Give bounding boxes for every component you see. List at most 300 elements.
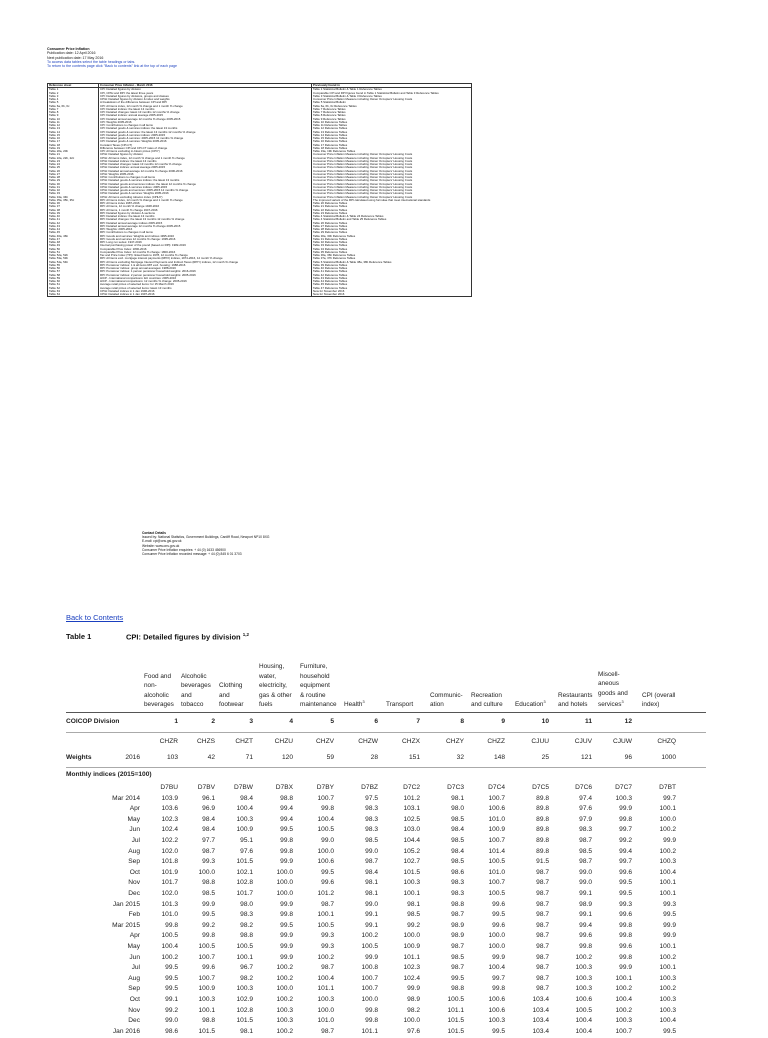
index-value: 98.8 <box>451 900 464 908</box>
index-value: 99.9 <box>280 953 293 961</box>
col-reference-sheet: Reference sheet <box>48 84 99 88</box>
reference-sheet-cell: Table 15 <box>48 134 99 137</box>
previously-found-cell: Table 8 Reference Tables <box>312 114 472 117</box>
index-value: 98.4 <box>202 826 215 834</box>
reference-sheet-cell: Table 7 <box>48 108 99 111</box>
table-link-text[interactable]: RPI: Weights: 2005-2016 <box>100 227 133 231</box>
column-header-footnote: 3 <box>543 700 546 705</box>
index-value: 103.0 <box>403 826 420 834</box>
reference-sheet-cell: Table 29 <box>48 179 99 182</box>
previously-found-cell: Table 15 Reference Tables <box>312 137 472 140</box>
table-link-text[interactable]: RPI: Pensioner indices: 1 & all items RPI excl. housing: 1988-2016 <box>100 262 186 267</box>
table-link-text[interactable]: CPIH: Detailed indices in 1 Jan 1996-2016 <box>100 288 155 293</box>
index-value: 98.4 <box>202 815 215 823</box>
series-code: CHZS <box>197 738 215 745</box>
table-link-text[interactable]: CPI: Detailed annual average 12 months % change 2005-2015 <box>100 116 181 121</box>
period-label: Jun <box>129 953 140 961</box>
period-label: May <box>127 815 140 823</box>
table-link-text[interactable]: CPIH: Detailed figures by division & index and weights <box>100 97 170 101</box>
index-value: 99.5 <box>165 964 178 972</box>
index-value: 99.6 <box>492 921 505 929</box>
table-link-text[interactable]: RPI: All items index 1987-2016 <box>100 201 140 205</box>
index-value: 99.8 <box>280 911 293 919</box>
table-link-text[interactable]: RPI: Contributions to changes in all items <box>100 230 153 235</box>
previously-found-cell: Table 34 Reference Tables <box>312 248 472 251</box>
table-link-text[interactable]: RPI: All items excluding Mortgage Interest Payments and Indirect Taxes (RPIY) indices, 12 month % change <box>100 259 239 264</box>
index-value: 97.6 <box>579 805 592 813</box>
index-value: 98.7 <box>451 911 464 919</box>
column-header-footnote: 3 <box>362 700 365 705</box>
table-title <box>126 632 249 642</box>
index-value: 98.1 <box>240 1027 253 1035</box>
table-link-text[interactable]: RPI: Goods and services 12 months % change: 1995-2016 <box>100 236 176 241</box>
index-value: 99.5 <box>280 921 293 929</box>
reference-sheet-cell: Table 3 <box>48 95 99 98</box>
table-row <box>66 1028 706 1038</box>
index-value: 98.4 <box>451 847 464 855</box>
index-value: 99.8 <box>365 1006 378 1014</box>
index-value: 98.1 <box>407 900 420 908</box>
previously-found-cell: Consumer Price Inflation Measure including Owner Occupiers' Housing Costs <box>312 163 472 166</box>
previously-found-cell: Table 6 Statistical Bulletin & Table 38a, 38b Reference Tables <box>312 261 472 264</box>
table-link-text[interactable]: RPI: Goods and services: Weights and indices 1995-2016 <box>100 233 175 238</box>
return-note: To return to the contents page click "Back to contents" link at the top of each page <box>47 64 178 69</box>
previously-found-cell: Consumer Price Inflation Measure including Owner Occupiers' Housing Costs <box>312 176 472 179</box>
index-value: 100.5 <box>447 996 464 1003</box>
contact-heading: Contact Details <box>142 531 166 535</box>
reference-sheet-cell: Table 9 <box>48 114 99 117</box>
index-value: 100.4 <box>236 805 253 813</box>
period-label: Oct <box>129 868 140 876</box>
reference-sheet-cell: Table 10 <box>48 118 99 121</box>
contents-table <box>47 83 472 297</box>
weights-year: 2016 <box>125 754 140 761</box>
reference-sheet-cell: Table 42 <box>48 222 99 225</box>
index-value: 98.3 <box>240 911 253 919</box>
index-value: 99.3 <box>663 900 676 908</box>
table-link-text[interactable]: CPI: Weights 2005-2016 <box>100 119 132 124</box>
index-value: 99.9 <box>663 921 676 929</box>
division-number: 4 <box>289 718 293 725</box>
index-value: 101.5 <box>403 868 420 876</box>
index-value: 103.6 <box>161 805 178 813</box>
index-value: 99.3 <box>321 932 334 940</box>
table-row <box>66 922 706 932</box>
monthly-indices-label: Monthly indices (2015=100) <box>66 771 152 778</box>
index-value: 99.6 <box>579 932 592 940</box>
table-link-text[interactable]: Difference between CPI and CPI-CT rates of change <box>100 145 168 150</box>
table-link-text[interactable]: CPI: Detailed figures by division <box>100 87 141 92</box>
previously-found-cell: Table 14 Reference Tables <box>312 134 472 137</box>
period-label: Sep <box>128 858 140 866</box>
index-value: 99.8 <box>165 921 178 929</box>
index-value: 100.5 <box>317 921 334 929</box>
reference-sheet-cell: Table 54a, 54b <box>48 261 99 264</box>
index-value: 100.1 <box>198 1006 215 1014</box>
index-value: 100.4 <box>317 815 334 823</box>
table-link-text[interactable]: CPIH: Detailed changes: latest 13 months 12 months % change <box>100 162 182 166</box>
index-value: 99.4 <box>280 815 293 823</box>
table-link-text[interactable]: CPIH: Detailed indices: the latest 13 months <box>100 158 157 163</box>
table-link-text[interactable]: HICP - International comparisons: 12 months % change: 2005-2016 <box>100 279 187 283</box>
series-id-row <box>66 784 706 794</box>
table-link-text[interactable]: CPIH: Detailed annual average 12 months % change 2006-2016 <box>100 168 183 173</box>
index-value: 99.1 <box>165 996 178 1003</box>
previously-found-cell: Table 40 Reference Tables <box>312 267 472 270</box>
reference-sheet-cell: Table 13 <box>48 127 99 130</box>
weight-value: 103 <box>166 754 178 761</box>
index-value: 100.0 <box>276 879 293 887</box>
table-link-text[interactable]: RPI: Detailed figures by division & sections <box>100 210 155 215</box>
index-value: 101.5 <box>198 1027 215 1035</box>
weights-row <box>66 754 706 764</box>
reference-sheet-cell: Table 49 <box>48 244 99 247</box>
previously-found-cell: Consumer Price Inflation Measure including Owner Occupiers' Housing Costs <box>312 166 472 169</box>
index-value: 99.8 <box>280 837 293 844</box>
table-link-text[interactable]: CPIH: Detailed goods and services: 2005-2015 12 months % change <box>100 188 189 192</box>
index-value: 99.7 <box>492 974 505 982</box>
table-row <box>66 932 706 942</box>
index-value: 100.3 <box>615 1017 632 1025</box>
back-to-contents-link[interactable]: Back to Contents <box>66 613 124 622</box>
index-value: 98.3 <box>365 815 378 823</box>
index-value: 99.8 <box>492 985 505 993</box>
table-link-text[interactable]: Internal purchasing power of the pound (based on RPI): 1982-2016 <box>100 243 186 248</box>
previously-found-cell: Consumer Price Inflation Measure including Owner Occupiers' Housing Costs <box>312 173 472 176</box>
series-id: D7C4 <box>488 784 505 791</box>
table-link-text[interactable]: Average retail prices of selected items: for 15 March 2016 <box>100 282 174 287</box>
reference-sheet-cell: Table 39 <box>48 212 99 215</box>
index-value: 100.9 <box>198 985 215 993</box>
series-id: D7C3 <box>447 784 464 791</box>
index-value: 98.0 <box>451 805 464 813</box>
index-value: 100.0 <box>403 932 420 940</box>
index-value: 89.8 <box>536 826 549 834</box>
table-link-text[interactable]: RPI: Pensioner indices: 2 person pensioner household weights: 2005-2016 <box>100 272 196 277</box>
previously-found-cell: Table 23 Reference Tables <box>312 212 472 215</box>
previously-found-cell: Table 3 Statistical Bulletin & Table 3 Reference Tables <box>312 95 472 98</box>
table-link-text[interactable]: CPI: Detailed goods & services indices: the latest 13 months <box>100 126 178 131</box>
previously-found-cell: Table 10 Reference Tables <box>312 121 472 124</box>
index-value: 99.5 <box>619 879 632 887</box>
index-value: 101.7 <box>236 890 253 897</box>
period-label: Oct <box>129 996 140 1003</box>
index-value: 99.6 <box>321 879 334 887</box>
index-value: 99.8 <box>619 921 632 929</box>
index-value: 98.2 <box>240 921 253 929</box>
column-header-text: Miscell-aneous goods and services <box>598 670 628 709</box>
contact-line: E-mail: cpi@ons.gsi.gov.uk <box>142 539 182 544</box>
index-value: 98.2 <box>240 974 253 982</box>
next-publication-date: Next publication date: 17 May 2016 <box>47 55 104 60</box>
index-value: 100.7 <box>198 974 215 982</box>
table-link-text[interactable]: RPI: All items excl. mortgage interest payments (RPIX) indices, 1974-2016, 12 month % change <box>100 256 223 261</box>
index-value: 99.8 <box>579 943 592 950</box>
index-value: 99.9 <box>619 805 632 813</box>
index-value: 99.0 <box>365 847 378 855</box>
previously-found-cell: Table 11 Reference Tables <box>312 124 472 127</box>
index-value: 96.7 <box>240 964 253 972</box>
period-label: Apr <box>129 932 140 940</box>
index-value: 98.8 <box>240 932 253 940</box>
reference-sheet-cell: Table 4 <box>48 98 99 101</box>
table-link-text[interactable]: CPI: Detailed indices: annual average 2005-2015 <box>100 113 163 118</box>
index-value: 100.2 <box>615 985 632 993</box>
table-title-text: CPI: Detailed figures by division <box>126 632 241 642</box>
previously-found-cell: Table 32 Reference Tables <box>312 241 472 244</box>
index-value: 100.7 <box>615 1027 632 1035</box>
period-label: Feb <box>128 911 140 919</box>
reference-sheet-cell: Table 35a, 35b, 35c <box>48 199 99 202</box>
column-header <box>344 698 378 710</box>
table-link-text[interactable]: CPI: Detailed figures by divisions, groups and classes <box>100 93 169 98</box>
previously-found-cell: Table 47 Reference Tables <box>312 287 472 290</box>
index-value: 99.0 <box>579 879 592 887</box>
index-value: 101.5 <box>236 1017 253 1025</box>
previously-found-cell: Consumer Price Inflation Measure including Owner Occupiers' Housing Costs <box>312 179 472 182</box>
weight-value: 42 <box>207 754 215 761</box>
reference-sheet-cell: Table 6a, 6b, 6c <box>48 105 99 108</box>
table-link-text[interactable]: CPIH: Weights 2005-2016 <box>100 171 134 176</box>
reference-sheet-cell: Table 40 <box>48 215 99 218</box>
index-value: 102.5 <box>403 815 420 823</box>
index-value: 98.7 <box>321 1027 334 1035</box>
index-value: 98.3 <box>365 826 378 834</box>
table-link-text[interactable]: CPI: Detailed goods & services indices: 2005-2015 <box>100 132 166 137</box>
contents-row[interactable] <box>48 293 472 297</box>
table-link-text[interactable]: CPI: Detailed goods & services: 2005-2015 12 months % change <box>100 136 184 140</box>
period-label: Jan 2016 <box>112 1027 140 1035</box>
index-value: 100.4 <box>659 868 676 876</box>
column-headers <box>66 650 706 710</box>
weight-value: 1000 <box>661 754 676 761</box>
table-row <box>66 837 706 847</box>
table-row <box>66 975 706 985</box>
contact-details <box>142 531 269 556</box>
index-value: 102.4 <box>403 974 420 982</box>
table-link-text[interactable]: HICP - International comparisons: EU countries: 2005-2016 <box>100 275 177 280</box>
index-value: 101.4 <box>488 847 505 855</box>
table-link-text[interactable]: CPIH: Detailed figures by division <box>100 152 143 157</box>
reference-sheet-cell: Table 12 <box>48 124 99 127</box>
index-value: 98.1 <box>451 794 464 802</box>
series-code: CJUU <box>531 738 549 745</box>
reference-sheet-cell: Table 56 <box>48 267 99 270</box>
division-number: 11 <box>585 718 592 725</box>
division-number: 12 <box>624 718 632 725</box>
table-link-text[interactable]: RPI: Detailed annual average 12 months % change 2005-2015 <box>100 223 181 228</box>
index-value: 100.3 <box>615 794 632 802</box>
index-value: 97.5 <box>365 794 378 802</box>
table-link-text[interactable]: CPIH: Detailed goods & services indices: 2005-2015 <box>100 184 168 189</box>
reference-sheet-cell: Table 5 <box>48 101 99 104</box>
previously-found-cell: Table 7 Reference Tables <box>312 111 472 114</box>
index-value: 99.3 <box>321 943 334 950</box>
index-value: 100.3 <box>659 974 676 982</box>
table-link-text[interactable]: CPI, CPIH and RPI: the latest three years <box>100 90 154 95</box>
index-value: 103.4 <box>532 996 549 1003</box>
table-link-text[interactable]: Average retail prices of selected items: latest 13 months <box>100 285 172 290</box>
previously-found-cell: Table 39 Reference Tables <box>312 264 472 267</box>
index-value: 99.7 <box>663 794 676 802</box>
table-link-text[interactable]: CPI: Detailed changes: latest 13 months 12 months % change <box>100 110 180 114</box>
period-label: Jan 2015 <box>112 900 140 908</box>
table-link-text[interactable]: CPIH: All items index, 12 month % change and 1 month % change <box>100 155 185 160</box>
table-row <box>66 890 706 900</box>
index-value: 98.9 <box>579 900 592 908</box>
column-header-text: Furniture, household equipment & routine maintenance <box>300 663 337 709</box>
index-value: 99.5 <box>663 911 676 919</box>
table-link-text[interactable]: CPI: Contributions to changes in all items <box>100 123 153 127</box>
index-value: 99.9 <box>202 900 215 908</box>
table-link-text[interactable]: Constant Taxes (CPI-CT) <box>100 142 133 147</box>
col-table-title: Consumer Price Inflation - March 2016 <box>99 84 312 88</box>
table-link-text[interactable]: CPIH: All items excluding tobacco index (CPIHY) <box>100 194 163 199</box>
index-value: 99.2 <box>407 921 420 929</box>
index-value: 99.6 <box>492 900 505 908</box>
previously-found-cell: Table 26 Reference Tables <box>312 222 472 225</box>
index-value: 100.2 <box>361 932 378 940</box>
column-header-text: Recreation and culture <box>471 691 503 709</box>
table-link[interactable] <box>99 293 312 297</box>
table-link-text[interactable]: RPI: All items index, 12 month % change and 1 month % change <box>100 197 183 202</box>
table-link-text[interactable]: Comparable Price Index: 12 months % change: 1800-2016 <box>100 249 176 254</box>
table-link-text[interactable]: CPI: Detailed goods & services: the latest 13 months 12 months % change <box>100 129 196 134</box>
table-link-text[interactable]: RPI: Detailed changes: the latest 13 months 12 months % change <box>100 217 185 222</box>
reference-sheet-cell: Table 55 <box>48 264 99 267</box>
index-value: 100.2 <box>659 847 676 855</box>
reference-sheet-cell: Table 19 <box>48 147 99 150</box>
index-value: 95.1 <box>240 837 253 844</box>
table-link-text[interactable]: CPIH: Detailed indices: annual average 2005-2015 <box>100 165 166 170</box>
index-value: 98.8 <box>202 879 215 887</box>
weight-value: 96 <box>624 754 632 761</box>
table-label: Table 1 <box>66 632 92 641</box>
previously-found-cell: Table 36a, 36b Reference Tables <box>312 254 472 257</box>
table-row <box>66 795 706 805</box>
table-row <box>66 848 706 858</box>
table-link-text[interactable]: CPI: Detailed goods & services: Weights 2005-2016 <box>100 139 167 144</box>
index-value: 99.1 <box>579 911 592 919</box>
table-row <box>66 964 706 974</box>
previously-found-cell: Consumer Price Inflation Measure including Owner Occupiers' Housing Costs <box>312 157 472 160</box>
previously-found-cell: Table 19a, 19b Reference Tables <box>312 150 472 153</box>
index-value: 98.8 <box>280 794 293 802</box>
index-value: 98.7 <box>536 868 549 876</box>
table-link-text[interactable]: RPI: Pensioner indices: 1 person pensioner household weights: 2016-2016 <box>100 269 196 274</box>
column-header-text: Education <box>515 701 544 709</box>
index-value: 100.3 <box>198 996 215 1003</box>
index-value: 100.0 <box>276 868 293 876</box>
series-code: CHZT <box>235 738 253 745</box>
division-number: 2 <box>211 718 215 725</box>
reference-sheet-cell: Table 52a, 52b <box>48 254 99 257</box>
index-value: 98.6 <box>165 1027 178 1035</box>
table-row <box>66 954 706 964</box>
column-header-text: CPI (overall index) <box>642 691 676 709</box>
previously-found-cell: Consumer Price Inflation Measure including Owner Occupiers' Housing Costs <box>312 183 472 186</box>
index-value: 98.7 <box>536 985 549 993</box>
index-value: 100.4 <box>575 1017 592 1025</box>
index-value: 100.3 <box>403 879 420 887</box>
index-value: 100.2 <box>276 974 293 982</box>
table-link-text[interactable]: CPIH: Detailed goods & services: Weights 2005-2016 <box>100 191 169 196</box>
series-id: D7BU <box>160 784 178 791</box>
index-value: 101.2 <box>403 794 420 802</box>
index-value: 98.7 <box>536 953 549 961</box>
index-value: 100.6 <box>575 996 592 1003</box>
table-link-text[interactable]: Tax and Price Index (TPI): linked back to 1978, 12 months % change <box>100 253 188 257</box>
table-link-text[interactable]: CPI: All items index, 12 month % change and 1 month % change <box>100 103 183 108</box>
table-link-text[interactable]: RPI: All items, 12 month % change 1948-2016 <box>100 204 160 209</box>
previously-found-cell: Table 18 Reference Tables <box>312 147 472 150</box>
index-value: 98.4 <box>365 868 378 876</box>
index-value: 98.5 <box>365 837 378 844</box>
index-value: 98.7 <box>536 900 549 908</box>
index-value: 99.7 <box>619 826 632 834</box>
previously-found-cell: Table 9 Reference Tables <box>312 118 472 121</box>
previously-found-cell: Table 29 Reference Tables <box>312 231 472 234</box>
index-value: 100.5 <box>488 890 505 897</box>
table-link-text[interactable]: RPI: Pensioner indices: group annual averages: 1988-2016 <box>100 266 176 270</box>
index-value: 100.2 <box>276 964 293 972</box>
table-link-text[interactable]: CPIH: Detailed goods and services indices: the latest 12 months % change <box>100 181 196 186</box>
index-value: 98.5 <box>202 890 215 897</box>
table-link-text[interactable]: CPI: All items excluding in-blown prices (CPIY) <box>100 149 160 153</box>
index-value: 99.5 <box>619 890 632 897</box>
period-label: Mar 2015 <box>112 921 140 929</box>
reference-sheet-cell: Table 21 <box>48 153 99 156</box>
division-number: 1 <box>174 718 178 725</box>
coicop-division-row <box>66 718 706 728</box>
reference-sheet-cell: Table 20a, 20b <box>48 150 99 153</box>
table-link-text[interactable]: RPI: Long run series: 1947-2016 <box>100 240 142 244</box>
table-link-text[interactable]: RPI: All items, 1 month % change 1947-2016 <box>100 207 158 212</box>
table-row <box>66 1007 706 1017</box>
table-link-text[interactable]: RPI: Detailed annual average indices 2005-2015 <box>100 220 163 225</box>
table-link-text[interactable]: CPIH: Contributions to changes in all items <box>100 175 155 179</box>
reference-sheet-cell: Table 16 <box>48 137 99 140</box>
table-row <box>66 985 706 995</box>
index-value: 98.7 <box>536 879 549 887</box>
table-link-text[interactable]: CPIH: Detailed indices in 1 Jan 1997-2016 <box>100 292 155 296</box>
index-value: 101.1 <box>361 1027 378 1035</box>
table-link-text[interactable]: CPI: Detailed indices: the latest 13 months <box>100 106 155 111</box>
previously-found-cell: Table 4 Statistical Bulletin and Table 25 Reference Tables <box>312 218 472 221</box>
table-link-text[interactable]: Comparable Price Index: 1800-2016 <box>100 246 147 251</box>
index-value: 99.6 <box>619 943 632 950</box>
table-link-text[interactable]: RPI: Detailed indices: the latest 13 months <box>100 214 155 218</box>
index-value: 98.1 <box>365 879 378 887</box>
table-link-text[interactable]: CPIH: Detailed goods & services indices: the latest 13 months <box>100 178 180 183</box>
reference-sheet-cell: Table 34a, 34b <box>48 196 99 199</box>
index-value: 98.8 <box>451 985 464 993</box>
index-value: 102.4 <box>161 826 178 834</box>
previously-found-cell: Table 7 Reference Tables <box>312 108 472 111</box>
index-value: 89.8 <box>536 794 549 802</box>
index-value: 98.1 <box>365 890 378 897</box>
table-link-text[interactable]: A breakdown of the difference between CPI and RPI <box>100 100 167 105</box>
index-value: 100.3 <box>276 1006 293 1014</box>
series-id: D7BX <box>275 784 293 791</box>
column-header-text: Health <box>344 701 363 709</box>
previously-found-cell: Comparable CPI and RPI figures found in Table 1 Statistical Bulletin and Table 3 Reference Tables <box>312 92 472 95</box>
index-value: 99.8 <box>619 815 632 823</box>
weight-value: 32 <box>456 754 464 761</box>
previously-found-cell: Table 4 Statistical Bulletin & Table 24 Reference Tables <box>312 215 472 218</box>
column-header-text: Clothing and footwear <box>219 682 244 709</box>
previously-found-cell: Table 1 Statistical Bulletin & Table 1 Reference Tables <box>312 88 472 92</box>
